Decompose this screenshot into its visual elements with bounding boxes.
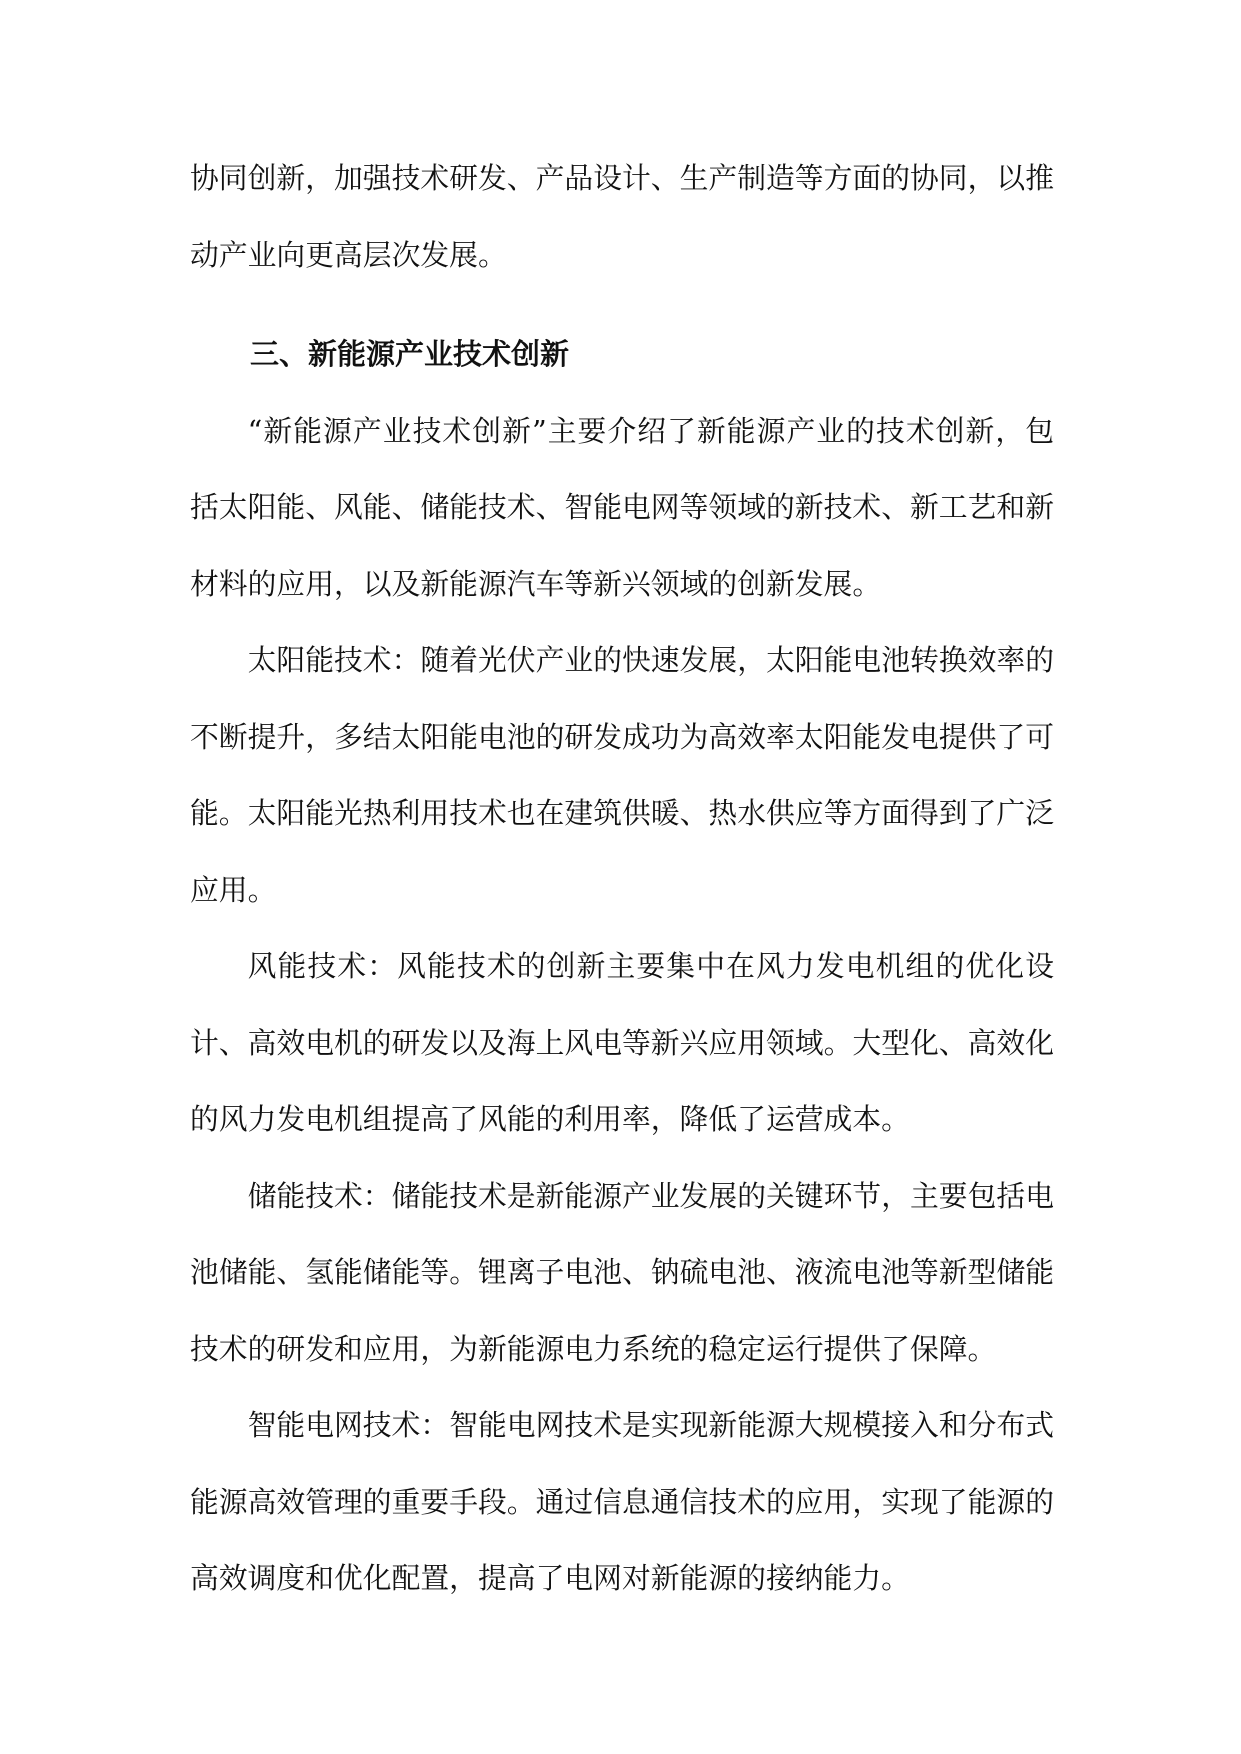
paragraph-solar: 太阳能技术：随着光伏产业的快速发展，太阳能电池转换效率的不断提升，多结太阳能电池的研发成功为高效率太阳能发电提供了可能。太阳能光热利用技术也在建筑供暖、热水供应等方面得到了广泛应用。: [190, 643, 1054, 907]
paragraph-storage: 储能技术：储能技术是新能源产业发展的关键环节，主要包括电池储能、氢能储能等。锂离子电池、钠硫电池、液流电池等新型储能技术的研发和应用，为新能源电力系统的稳定运行提供了保障。: [190, 1178, 1054, 1366]
paragraph-wind: 风能技术：风能技术的创新主要集中在风力发电机组的优化设计、高效电机的研发以及海上风电等新兴应用领域。大型化、高效化的风力发电机组提高了风能的利用率，降低了运营成本。: [190, 949, 1054, 1136]
continuation-paragraph: 协同创新，加强技术研发、产品设计、生产制造等方面的协同，以推动产业向更高层次发展。: [190, 161, 1054, 272]
paragraph-intro: “新能源产业技术创新”主要介绍了新能源产业的技术创新，包括太阳能、风能、储能技术、智能电网等领域的新技术、新工艺和新材料的应用，以及新能源汽车等新兴领域的创新发展。: [190, 413, 1054, 601]
section-heading: 三、新能源产业技术创新: [250, 337, 570, 371]
paragraph-smart-grid: 智能电网技术：智能电网技术是实现新能源大规模接入和分布式能源高效管理的重要手段。通过信息通信技术的应用，实现了能源的高效调度和优化配置，提高了电网对新能源的接纳能力。: [190, 1408, 1054, 1595]
document-page: [190, 140, 1054, 1617]
